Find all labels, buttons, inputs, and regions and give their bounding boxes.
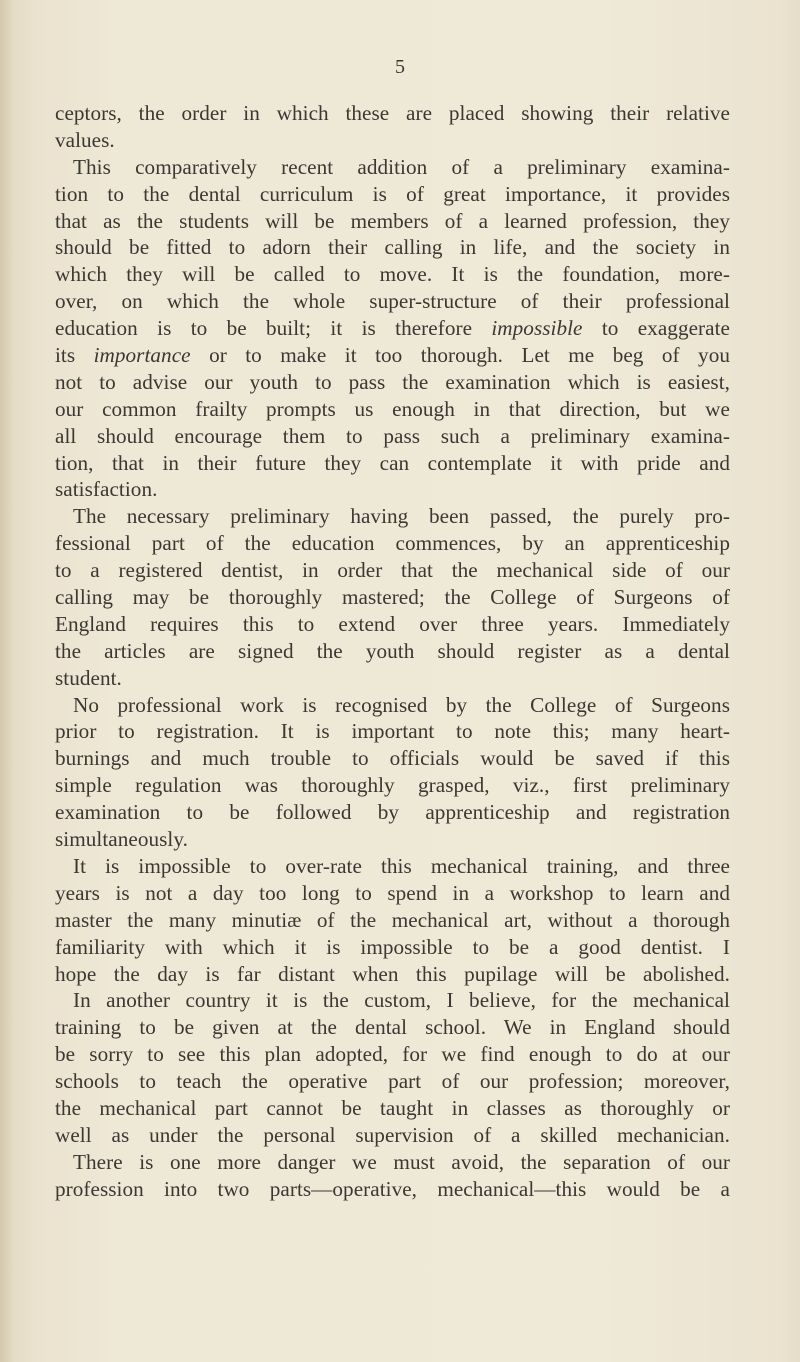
page-number: 5 <box>395 56 405 78</box>
text-line: our common frailty prompts us enough in that direction, but we <box>55 396 730 421</box>
text-line: master the many minutiæ of the mechanical art, without a thorough <box>55 907 730 932</box>
text-line: ceptors, the order in which these are placed showing their relative <box>55 101 730 125</box>
text-line: prior to registration. It is important to note this; many heart- <box>55 719 730 744</box>
text-line: hope the day is far distant when this pupilage will be abolished. <box>55 961 730 986</box>
text-line: all should encourage them to pass such a preliminary examina- <box>55 423 730 448</box>
text-line: schools to teach the operative part of our profession; moreover, <box>55 1069 730 1094</box>
text-line: education is to be built; it is therefore impossible to exaggerate <box>55 316 730 341</box>
text-line: profession into two parts—operative, mechanical—this would be a <box>55 1176 730 1201</box>
text-line: This comparatively recent addition of a preliminary examina- <box>73 154 730 179</box>
text-line: calling may be thoroughly mastered; the College of Surgeons of <box>55 585 730 610</box>
body-text <box>55 100 730 1203</box>
text-line: satisfaction. <box>55 477 158 502</box>
text-line: over, on which the whole super-structure of their professional <box>55 289 730 314</box>
text-line: There is one more danger we must avoid, the separation of our <box>73 1149 730 1174</box>
text-line: be sorry to see this plan adopted, for we find enough to do at our <box>55 1042 730 1067</box>
text-line: its importance or to make it too thorough. Let me beg of you <box>55 343 730 368</box>
text-line: the articles are signed the youth should register as a dental <box>55 638 730 663</box>
text-line: values. <box>55 127 115 152</box>
text-line: the mechanical part cannot be taught in classes as thoroughly or <box>55 1095 730 1120</box>
text-line: student. <box>55 665 122 690</box>
text-line: should be fitted to adorn their calling in life, and the society in <box>55 235 730 260</box>
text-line: England requires this to extend over three years. Immediately <box>55 611 730 636</box>
text-line: that as the students will be members of a learned profession, they <box>55 208 730 233</box>
text-line: No professional work is recognised by the College of Surgeons <box>73 692 730 717</box>
text-line: It is impossible to over-rate this mechanical training, and three <box>73 853 730 878</box>
text-line: years is not a day too long to spend in a workshop to learn and <box>55 880 730 905</box>
text-line: which they will be called to move. It is the foundation, more- <box>55 262 730 287</box>
text-line: fessional part of the education commences, by an apprenticeship <box>55 531 730 556</box>
text-line: training to be given at the dental school. We in England should <box>55 1015 730 1040</box>
text-line: simple regulation was thoroughly grasped, viz., first preliminary <box>55 773 730 798</box>
text-line: The necessary preliminary having been passed, the purely pro- <box>73 504 730 529</box>
text-line: to a registered dentist, in order that the mechanical side of our <box>55 558 730 583</box>
text-line: examination to be followed by apprenticeship and registration <box>55 800 730 825</box>
text-line: familiarity with which it is impossible to be a good dentist. I <box>55 934 730 959</box>
text-line: burnings and much trouble to officials would be saved if this <box>55 746 730 771</box>
page-spine-shadow <box>0 0 14 1362</box>
text-line: simultaneously. <box>55 827 188 852</box>
text-line: tion to the dental curriculum is of great importance, it provides <box>55 181 730 206</box>
text-line: not to advise our youth to pass the examination which is easiest, <box>55 369 730 394</box>
text-line: tion, that in their future they can contemplate it with pride and <box>55 450 730 475</box>
text-line: In another country it is the custom, I believe, for the mechanical <box>73 988 730 1013</box>
text-line: well as under the personal supervision of a skilled mechanician. <box>55 1122 730 1147</box>
